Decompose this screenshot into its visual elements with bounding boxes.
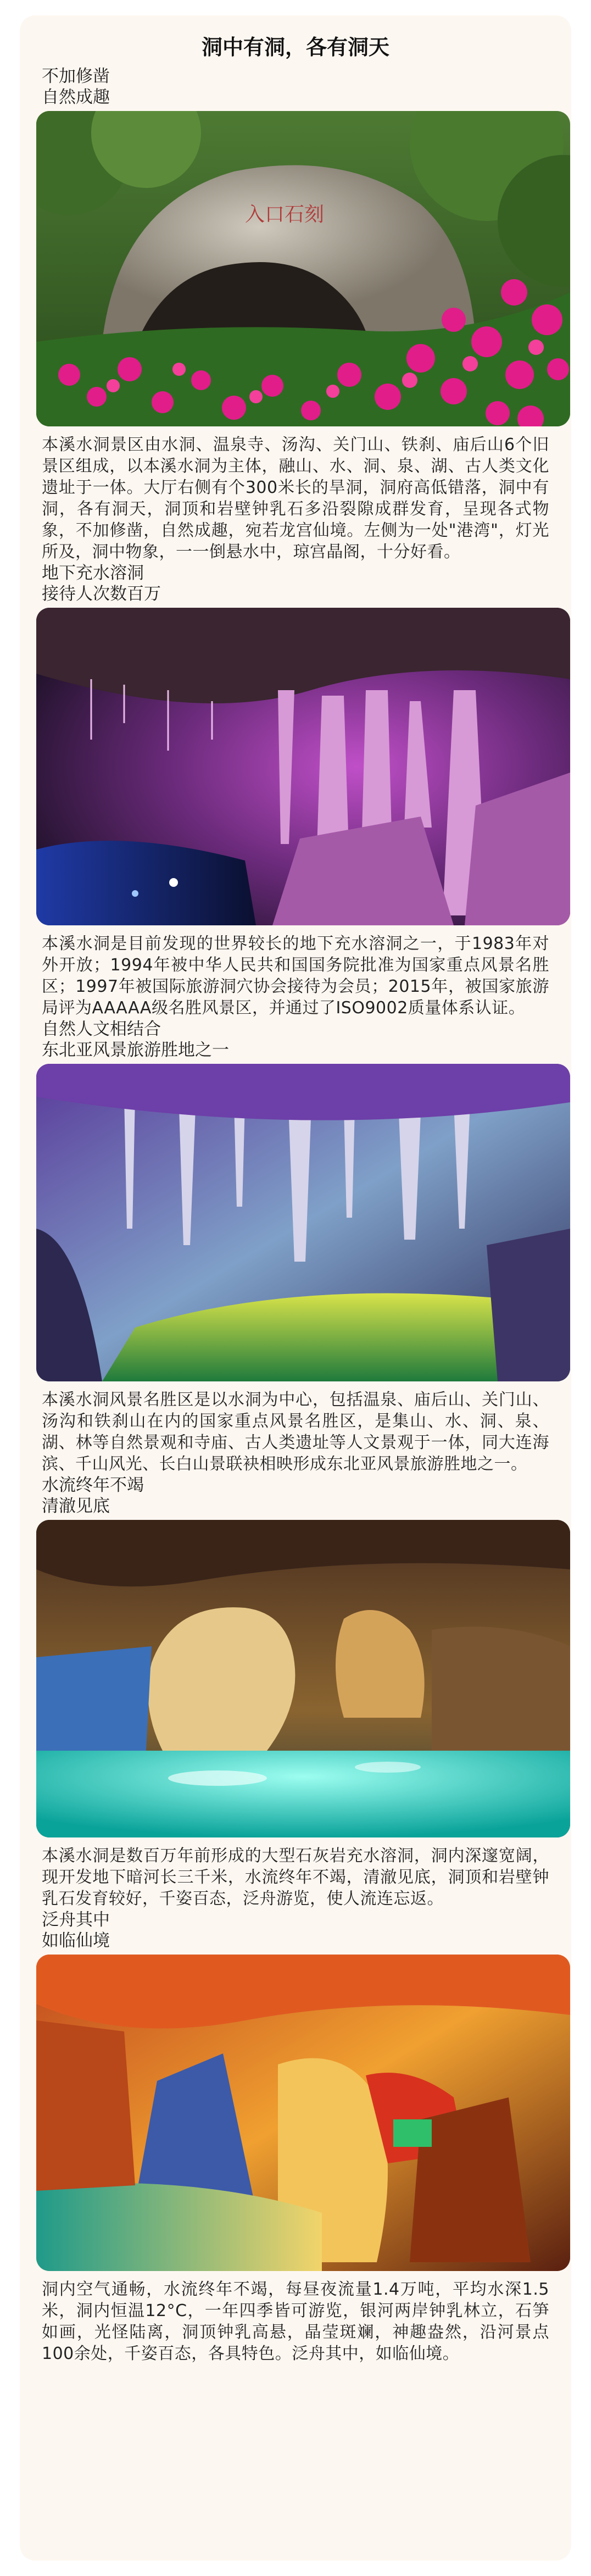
tag-line: 如临仙境 (42, 1931, 110, 1951)
cave-stalactite-photo-purple (36, 608, 570, 925)
cave-river-photo-green (36, 1064, 570, 1381)
section-1 (42, 66, 549, 563)
tag-line: 水流终年不竭 (42, 1475, 144, 1495)
article-card (20, 15, 571, 2561)
section-paragraph: 本溪水洞是目前发现的世界较长的地下充水溶洞之一，于1983年对外开放；1994年被中华人民共和国国务院批准为国家重点风景名胜区；1997年被国际旅游洞穴协会接待为会员；2015年，被国家旅游局评为AAAAA级名胜风景区，并通过了ISO9002质量体系认证。 (42, 934, 549, 1018)
section-paragraph: 洞内空气通畅，水流终年不竭，每昼夜流量1.4万吨，平均水深1.5米，洞内恒温12°C，一年四季皆可游览，银河两岸钟乳林立，石笋如画，光怪陆离，洞顶钟乳高悬，晶莹斑斓，神趣盎然，沿河景点100余处，千姿百态，各具特色。泛舟其中，如临仙境。 (42, 2280, 549, 2363)
tag-line: 自然成趣 (42, 87, 110, 107)
cave-entrance-photo (36, 111, 570, 426)
section-3 (42, 1019, 549, 1475)
page-title: 洞中有洞，各有洞天 (201, 35, 389, 59)
carved-inscription: 入口石刻 (245, 203, 325, 226)
section-4 (42, 1475, 549, 1909)
cave-formation-photo-orange (36, 1955, 570, 2271)
tag-line: 自然人文相结合 (42, 1019, 161, 1039)
tag-line: 不加修凿 (42, 66, 110, 86)
cave-pool-photo-cyan (36, 1520, 570, 1837)
tag-line: 清澈见底 (42, 1496, 110, 1516)
tag-line: 接待人次数百万 (42, 584, 161, 604)
section-2 (42, 563, 549, 1019)
tag-line: 泛舟其中 (42, 1910, 110, 1930)
section-5 (42, 1909, 549, 2364)
tag-line: 东北亚风景旅游胜地之一 (42, 1040, 229, 1060)
section-paragraph: 本溪水洞景区由水洞、温泉寺、汤沟、关门山、铁刹、庙后山6个旧景区组成，以本溪水洞为主体，融山、水、洞、泉、湖、古人类文化遗址于一体。大厅右侧有个300米长的旱洞，洞府高低错落，洞中有洞，各有洞天，洞顶和岩壁钟乳石多沿裂隙成群发育，呈现各式物象，不加修凿，自然成趣，宛若龙宫仙境。左侧为一处"港湾"，灯光所及，洞中物象，一一倒悬水中，琼宫晶阁，十分好看。 (42, 435, 549, 562)
tag-line: 地下充水溶洞 (42, 563, 144, 583)
section-paragraph: 本溪水洞是数百万年前形成的大型石灰岩充水溶洞，洞内深邃宽阔，现开发地下暗河长三千米，水流终年不竭，清澈见底，洞顶和岩壁钟乳石发育较好，千姿百态，泛舟游览，使人流连忘返。 (42, 1846, 549, 1908)
section-paragraph: 本溪水洞风景名胜区是以水洞为中心，包括温泉、庙后山、关门山、汤沟和铁刹山在内的国家重点风景名胜区，是集山、水、洞、泉、湖、林等自然景观和寺庙、古人类遗址等人文景观于一体，同大连海滨、千山风光、长白山景联袂相映形成东北亚风景旅游胜地之一。 (42, 1390, 549, 1474)
